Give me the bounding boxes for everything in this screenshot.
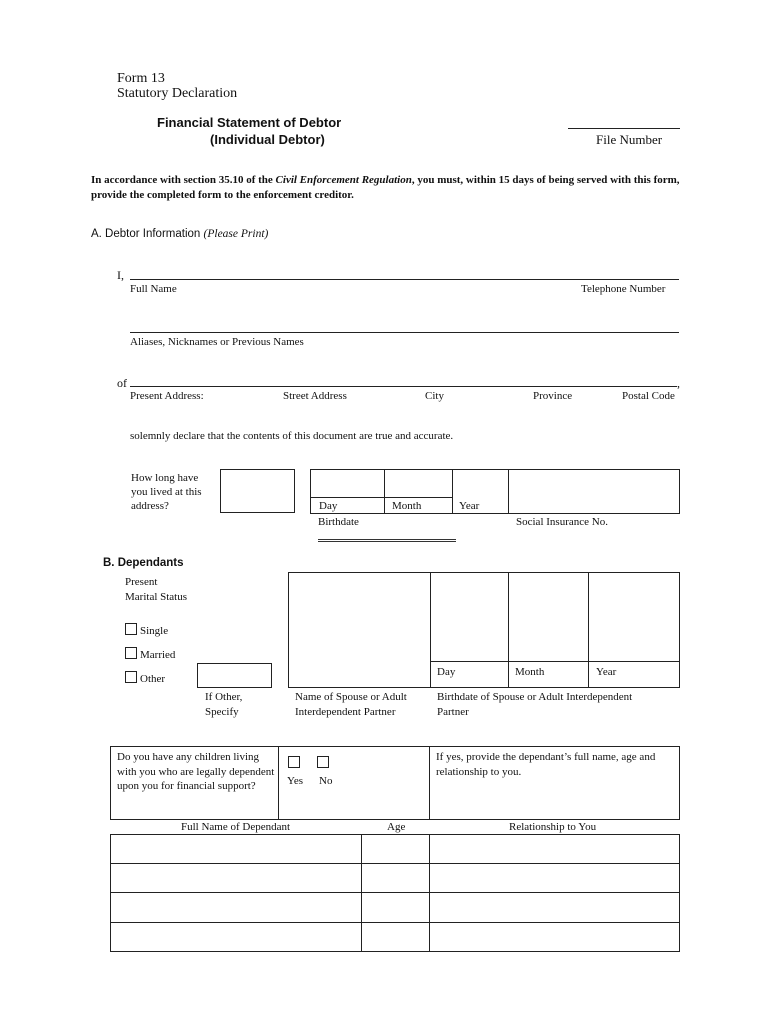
how-long-label: How long have you lived at this address? — [131, 472, 202, 512]
form-subtitle: (Individual Debtor) — [210, 132, 325, 147]
street-label: Street Address — [283, 390, 347, 402]
dependant-age-field[interactable] — [362, 864, 429, 892]
intro-line-1: In accordance with section 35.10 of the Civil Enforcement Regulation, you must, within 15 days of being served with this form, — [91, 174, 680, 186]
intro-line-2: provide the completed form to the enforcement creditor. — [91, 189, 354, 201]
address-line[interactable] — [130, 386, 677, 387]
full-name-line[interactable] — [130, 279, 679, 280]
children-question: Do you have any children living with you who are legally dependent upon you for financial support? — [117, 751, 275, 792]
single-label: Single — [140, 625, 169, 637]
telephone-label: Telephone Number — [581, 283, 666, 295]
if-other-label: If Other, Specify — [205, 691, 243, 718]
dependant-relationship-field[interactable] — [430, 923, 679, 951]
address-comma: , — [677, 376, 680, 390]
col-header-age: Age — [387, 821, 406, 833]
spouse-name-field[interactable] — [288, 572, 431, 688]
dependant-relationship-field[interactable] — [430, 864, 679, 892]
col-header-name: Full Name of Dependant — [181, 821, 291, 833]
form-number: Form 13 — [117, 71, 165, 86]
section-a-heading: A. Debtor Information (Please Print) — [91, 228, 269, 240]
sin-label: Social Insurance No. — [516, 516, 608, 528]
file-number-label: File Number — [596, 132, 663, 147]
form-type: Statutory Declaration — [117, 86, 238, 101]
yes-label: Yes — [287, 775, 304, 787]
spouse-birthdate-label: Birthdate of Spouse or Adult Interdependent Partner — [437, 691, 633, 718]
single-checkbox[interactable] — [125, 623, 137, 635]
col-header-relationship: Relationship to You — [509, 821, 597, 833]
regulation-name: Civil Enforcement Regulation — [275, 174, 412, 186]
no-checkbox[interactable] — [317, 756, 329, 768]
sin-field[interactable] — [508, 469, 680, 514]
file-number-line[interactable] — [568, 128, 680, 129]
birth-day-field[interactable] — [310, 469, 385, 498]
declare-text: solemnly declare that the contents of this document are true and accurate. — [130, 430, 454, 442]
section-divider — [318, 539, 456, 542]
of-label: of — [117, 376, 127, 390]
other-specify-field[interactable] — [197, 663, 272, 688]
city-label: City — [425, 390, 444, 402]
birth-month-field[interactable] — [384, 469, 453, 498]
section-a-note: (Please Print) — [203, 228, 269, 240]
dependant-age-field[interactable] — [362, 893, 429, 922]
full-name-label: Full Name — [130, 283, 177, 295]
spouse-date-divider — [430, 661, 680, 662]
spouse-name-label: Name of Spouse or Adult Interdependent Partner — [295, 691, 407, 718]
dependant-relationship-field[interactable] — [430, 835, 679, 863]
marital-status-label: Present Marital Status — [125, 576, 188, 603]
other-checkbox[interactable] — [125, 671, 137, 683]
birthdate-label: Birthdate — [318, 516, 359, 528]
form-title: Financial Statement of Debtor — [157, 115, 342, 130]
birth-day-label: Day — [319, 500, 338, 512]
birth-year-label: Year — [459, 500, 480, 512]
no-label: No — [319, 775, 333, 787]
i-label: I, — [117, 268, 124, 282]
dependant-name-field[interactable] — [111, 893, 361, 922]
present-address-label: Present Address: — [130, 390, 204, 402]
dependant-name-field[interactable] — [111, 923, 361, 951]
dependant-relationship-field[interactable] — [430, 893, 679, 922]
spouse-year-label: Year — [596, 666, 617, 678]
dependant-age-field[interactable] — [362, 835, 429, 863]
married-label: Married — [140, 649, 176, 661]
birth-month-label: Month — [392, 500, 422, 512]
other-label: Other — [140, 673, 166, 685]
if-yes-text: If yes, provide the dependant’s full name, age and relationship to you. — [436, 751, 656, 778]
married-checkbox[interactable] — [125, 647, 137, 659]
yes-checkbox[interactable] — [288, 756, 300, 768]
spouse-day-label: Day — [437, 666, 456, 678]
how-long-field[interactable] — [220, 469, 295, 513]
province-label: Province — [533, 390, 573, 402]
dependant-name-field[interactable] — [111, 864, 361, 892]
section-b-heading: B. Dependants — [103, 557, 184, 569]
dependant-age-field[interactable] — [362, 923, 429, 951]
postal-label: Postal Code — [622, 390, 675, 402]
aliases-line[interactable] — [130, 332, 679, 333]
aliases-label: Aliases, Nicknames or Previous Names — [130, 336, 304, 348]
dependant-name-field[interactable] — [111, 835, 361, 863]
spouse-month-label: Month — [515, 666, 545, 678]
